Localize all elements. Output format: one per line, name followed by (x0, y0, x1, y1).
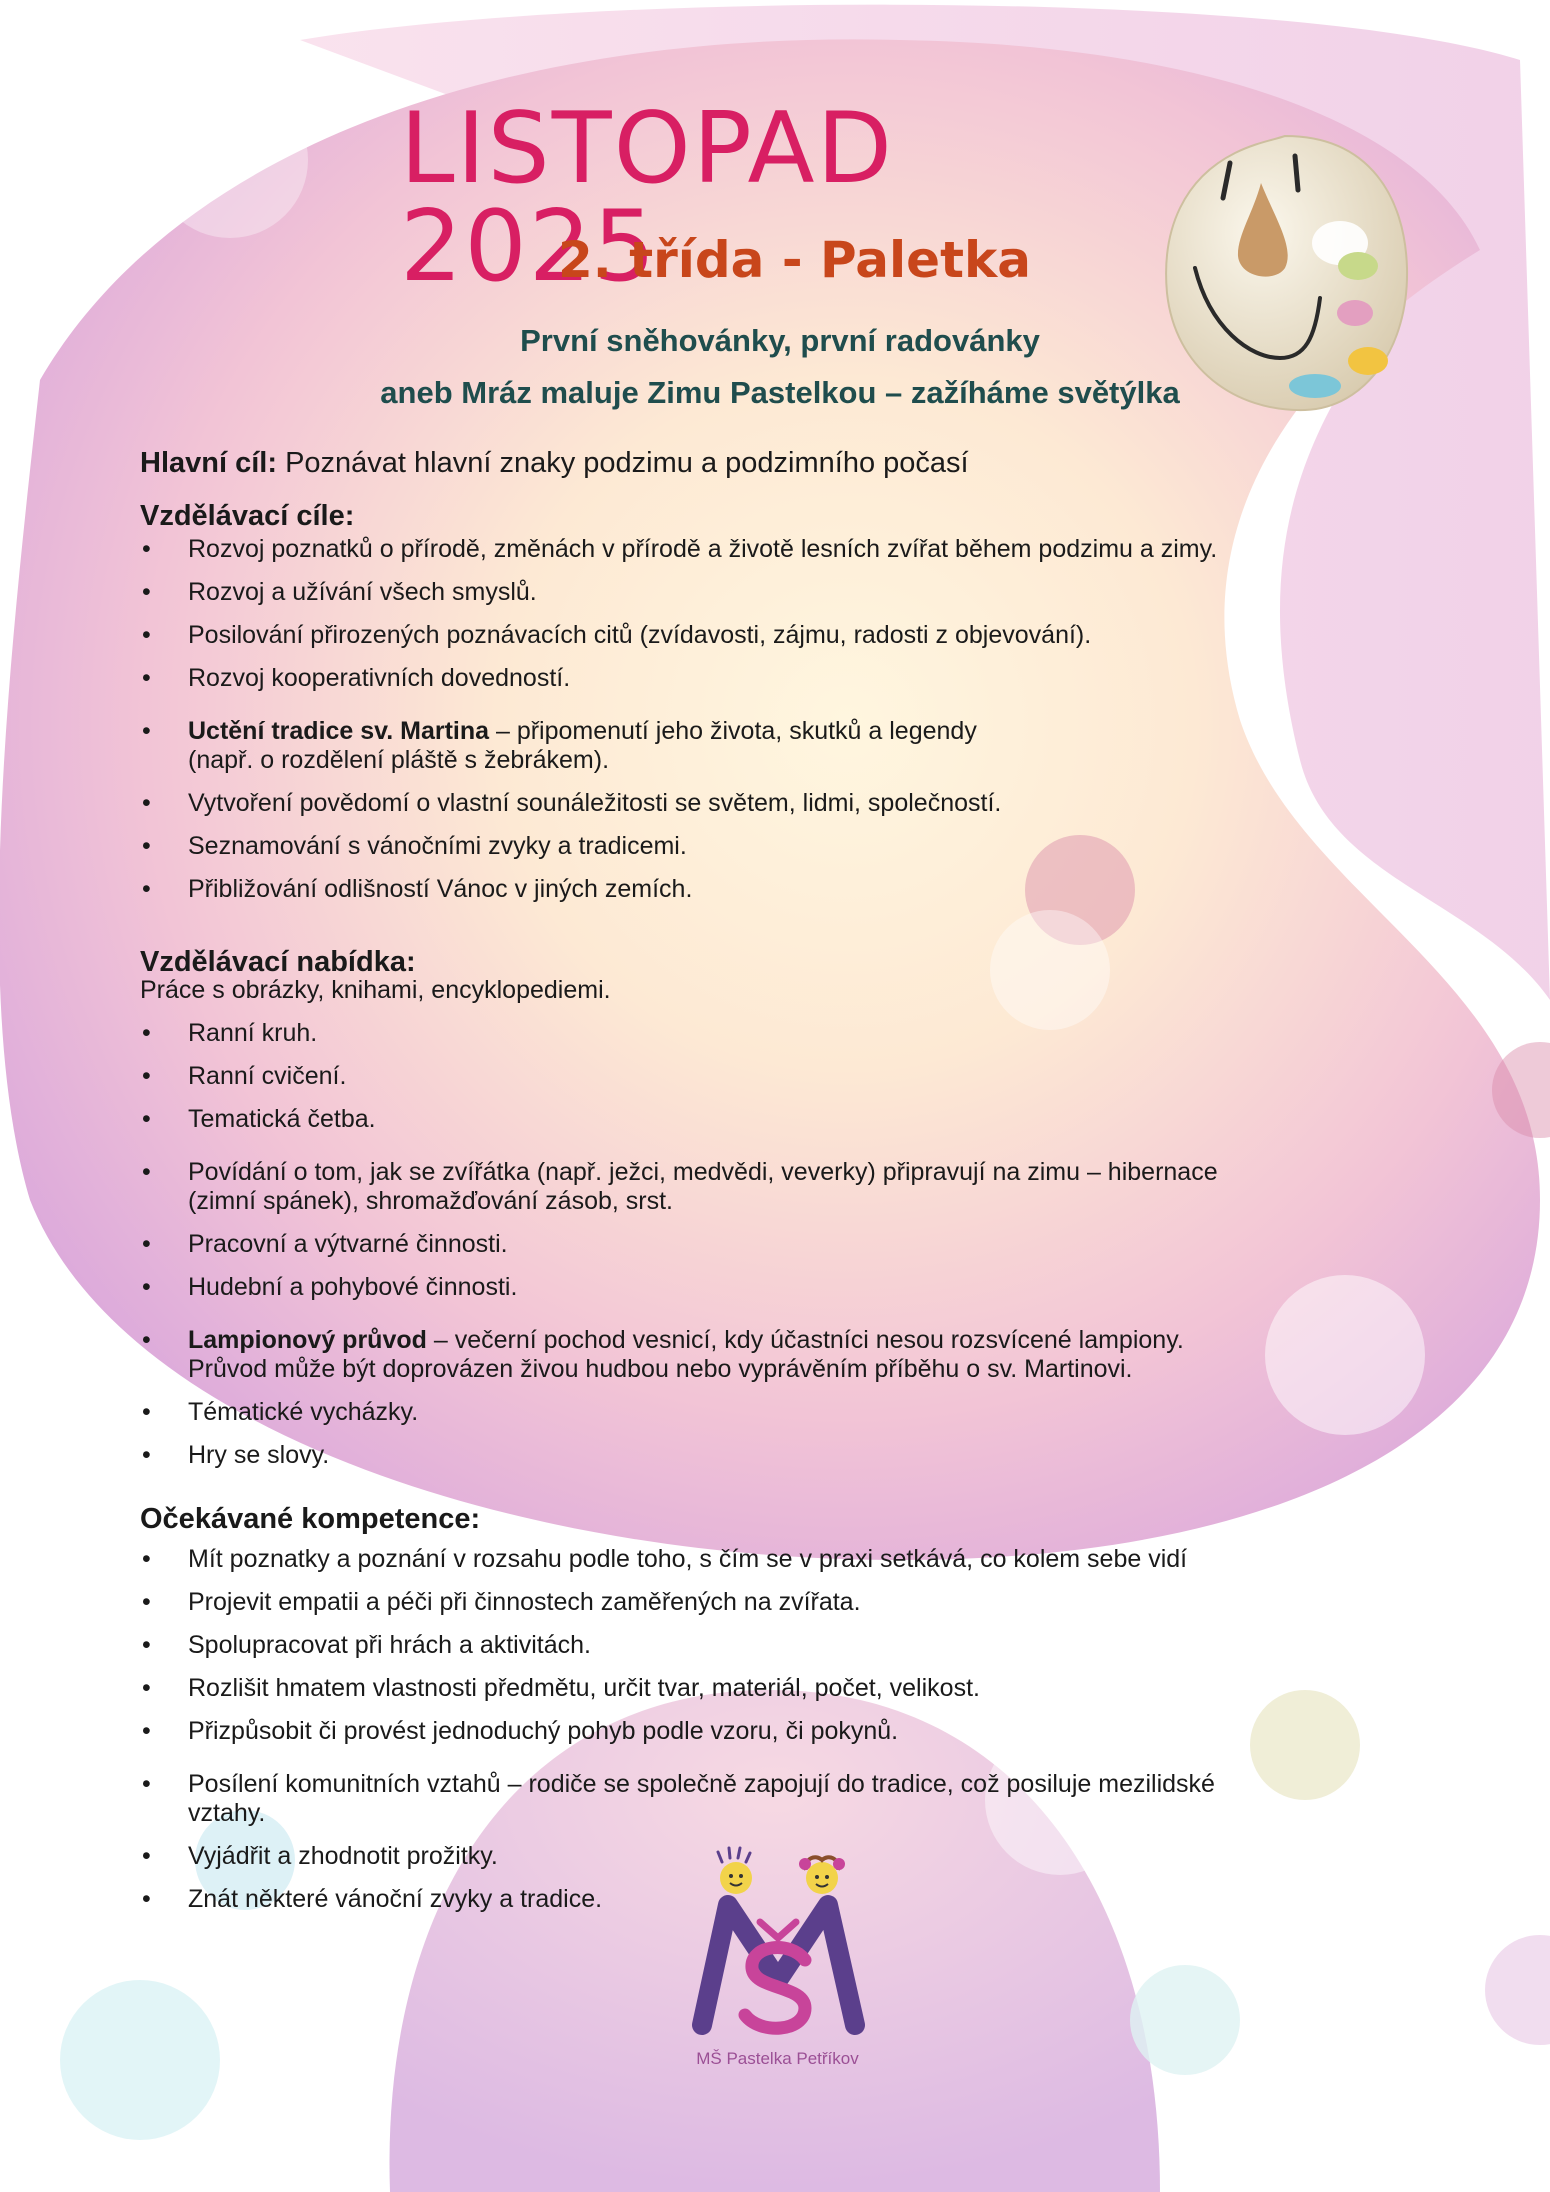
list-item: • Rozlišit hmatem vlastnosti předmětu, určit tvar, materiál, počet, velikost. (140, 1674, 1270, 1703)
list-item: • Tematická četba. (140, 1105, 1270, 1134)
list-item: • Znát některé vánoční zvyky a tradice. (140, 1885, 1270, 1914)
tagline-line-1: První sněhovánky, první radovánky (520, 323, 1040, 358)
list-item: • Rozvoj kooperativních dovedností. (140, 664, 1270, 693)
school-logo (680, 1840, 875, 2080)
education-offer-list (140, 1019, 1270, 1470)
list-item: • Vytvoření povědomí o vlastní sounáležitosti se světem, lidmi, společností. (140, 789, 1270, 818)
education-goals-list (140, 535, 1270, 904)
list-item: • Vyjádřit a zhodnotit prožitky. (140, 1842, 1270, 1871)
competences-heading: Očekávané kompetence: (140, 1503, 481, 1535)
list-item: • Tématické vycházky. (140, 1398, 1270, 1427)
list-item: • Projevit empatii a péči při činnostech zaměřených na zvířata. (140, 1588, 1270, 1617)
list-item: • Posilování přirozených poznávacích citů (zvídavosti, zájmu, radosti z objevování). (140, 621, 1270, 650)
page-subtitle: 2. třída - Paletka (558, 231, 1031, 289)
main-goal-text: Poznávat hlavní znaky podzimu a podzimního počasí (285, 447, 969, 479)
main-goal (140, 447, 969, 480)
list-item: • Seznamování s vánočními zvyky a tradicemi. (140, 832, 1270, 861)
list-item: • Lampionový průvod – večerní pochod vesnicí, kdy účastníci nesou rozsvícené lampiony. Průvod může být doprovázen živou hudbou nebo vyprávěním příběhu o sv. Martinovi. (140, 1326, 1270, 1384)
main-goal-label: Hlavní cíl: (140, 447, 277, 479)
school-name: MŠ Pastelka Petříkov (696, 2049, 859, 2068)
list-item: • Přibližování odlišností Vánoc v jiných zemích. (140, 875, 1270, 904)
education-offer-heading: Vzdělávací nabídka: (140, 946, 416, 978)
list-item: • Povídání o tom, jak se zvířátka (např. ježci, medvědi, veverky) připravují na zimu – hibernace (zimní spánek), shromažďování zásob, srst. (140, 1158, 1270, 1216)
list-item: • Ranní cvičení. (140, 1062, 1270, 1091)
list-item: • Hudební a pohybové činnosti. (140, 1273, 1270, 1302)
list-item: • Přizpůsobit či provést jednoduchý pohyb podle vzoru, či pokynů. (140, 1717, 1270, 1746)
school-logo-icon (680, 1840, 875, 2040)
list-item: • Spolupracovat při hrách a aktivitách. (140, 1631, 1270, 1660)
list-item: • Ranní kruh. (140, 1019, 1270, 1048)
list-item: • Mít poznatky a poznání v rozsahu podle toho, s čím se v praxi setkává, co kolem sebe vidí (140, 1545, 1270, 1574)
palette-face-icon (1155, 118, 1415, 418)
list-item: • Rozvoj a užívání všech smyslů. (140, 578, 1270, 607)
list-item: • Rozvoj poznatků o přírodě, změnách v přírodě a životě lesních zvířat během podzimu a zimy. (140, 535, 1270, 564)
list-item: • Uctění tradice sv. Martina – připomenutí jeho života, skutků a legendy (např. o rozdělení pláště s žebrákem). (140, 717, 1270, 775)
education-goals-heading: Vzdělávací cíle: (140, 500, 355, 532)
list-item: • Posílení komunitních vztahů – rodiče se společně zapojují do tradice, což posiluje mezilidské vztahy. (140, 1770, 1270, 1828)
list-item: • Pracovní a výtvarné činnosti. (140, 1230, 1270, 1259)
page-title: LISTOPAD 2025 (400, 92, 895, 304)
tagline-line-2: aneb Mráz maluje Zimu Pastelkou – zažíháme světýlka (380, 375, 1180, 410)
list-item: • Hry se slovy. (140, 1441, 1270, 1470)
education-offer-intro: Práce s obrázky, knihami, encyklopediemi. (140, 976, 611, 1004)
